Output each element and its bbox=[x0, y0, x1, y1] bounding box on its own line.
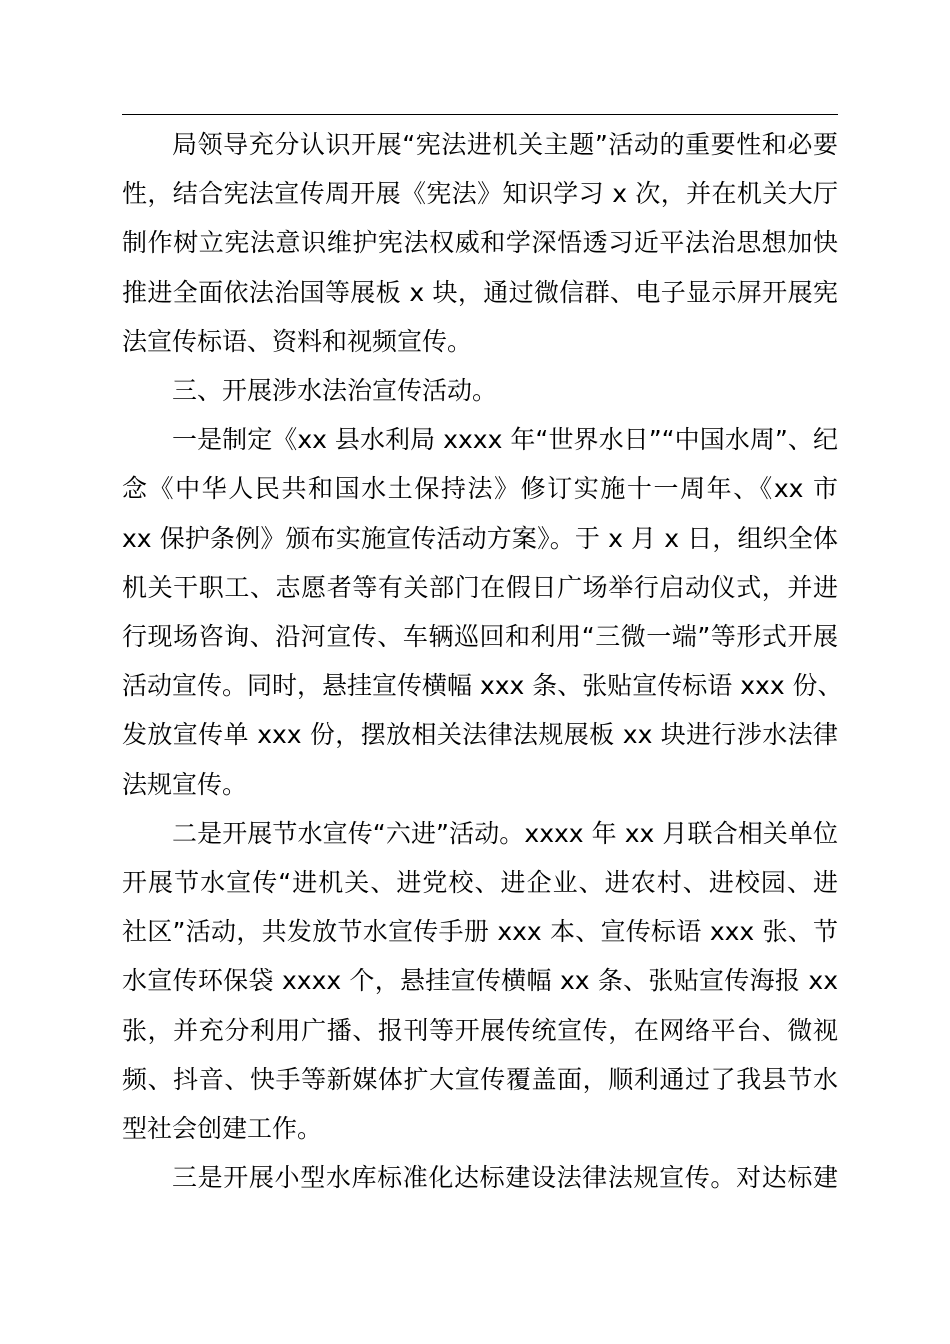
text-line: 三是开展小型水库标准化达标建设法律法规宣传。对达标建 bbox=[172, 1163, 838, 1193]
text-line: 三、开展涉水法治宣传活动。 bbox=[172, 376, 498, 406]
text-line: 行现场咨询、沿河宣传、车辆巡回和利用“三微一端”等形式开展 bbox=[122, 622, 838, 652]
text-line: 型社会创建工作。 bbox=[122, 1114, 323, 1144]
text-line: 张，并充分利用广播、报刊等开展传统宣传，在网络平台、微视 bbox=[122, 1015, 838, 1045]
text-line: 水宣传环保袋 xxxx 个，悬挂宣传横幅 xx 条、张贴宣传海报 xx bbox=[122, 966, 838, 996]
text-line: 机关干职工、志愿者等有关部门在假日广场举行启动仪式，并进 bbox=[122, 572, 838, 602]
header-rule bbox=[122, 114, 838, 115]
text-line: 制作树立宪法意识维护宪法权威和学深悟透习近平法治思想加快 bbox=[122, 228, 838, 258]
text-line: 局领导充分认识开展“宪法进机关主题”活动的重要性和必要 bbox=[172, 130, 838, 159]
text-line: 开展节水宣传“进机关、进党校、进企业、进农村、进校园、进 bbox=[122, 868, 838, 898]
text-line: 社区”活动，共发放节水宣传手册 xxx 本、宣传标语 xxx 张、节 bbox=[122, 917, 838, 947]
text-line: 法宣传标语、资料和视频宣传。 bbox=[122, 326, 473, 356]
text-line: 性，结合宪法宣传周开展《宪法》知识学习 x 次，并在机关大厅 bbox=[122, 179, 838, 209]
paragraph-reservoir bbox=[122, 1153, 838, 1202]
text-line: 法规宣传。 bbox=[122, 769, 248, 799]
text-line: 发放宣传单 xxx 份，摆放相关法律法规展板 xx 块进行涉水法律 bbox=[122, 720, 838, 750]
paragraph-water-day bbox=[122, 415, 843, 809]
text-line: 活动宣传。同时，悬挂宣传横幅 xxx 条、张贴宣传标语 xxx 份、 bbox=[122, 671, 843, 701]
text-line: 推进全面依法治国等展板 x 块，通过微信群、电子显示屏开展宪 bbox=[122, 277, 838, 307]
paragraph-water-saving bbox=[122, 809, 838, 1153]
text-line: 一是制定《xx 县水利局 xxxx 年“世界水日”“中国水周”、纪 bbox=[172, 425, 838, 455]
text-line: 二是开展节水宣传“六进”活动。xxxx 年 xx 月联合相关单位 bbox=[172, 818, 838, 848]
section-heading bbox=[122, 366, 838, 415]
text-line: 念《中华人民共和国水土保持法》修订实施十一周年、《xx 市 bbox=[122, 474, 838, 504]
body-text bbox=[122, 120, 843, 1202]
text-line: xx 保护条例》颁布实施宣传活动方案》。于 x 月 x 日，组织全体 bbox=[122, 523, 838, 553]
text-line: 频、抖音、快手等新媒体扩大宣传覆盖面，顺利通过了我县节水 bbox=[122, 1064, 838, 1094]
paragraph-constitution-promotion bbox=[122, 120, 838, 366]
